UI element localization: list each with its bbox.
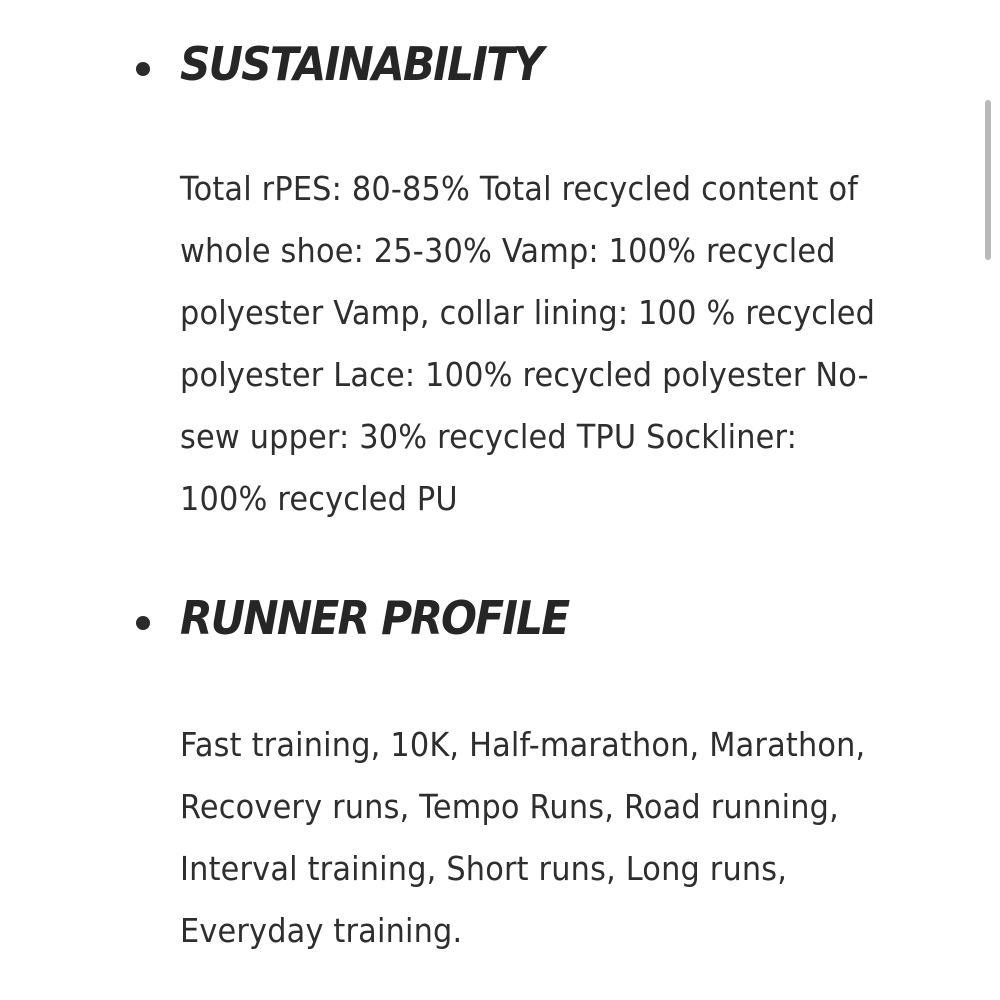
section-body xyxy=(180,714,866,962)
section-body xyxy=(180,158,876,530)
body-line: Recovery runs, Tempo Runs, Road running, xyxy=(180,787,839,826)
body-line: sew upper: 30% recycled TPU Sockliner: xyxy=(180,417,798,456)
body-line: Fast training, 10K, Half-marathon, Marathon, xyxy=(180,725,866,764)
section-heading: RUNNER PROFILE xyxy=(180,591,569,645)
bullet-icon xyxy=(136,616,150,630)
body-line: whole shoe: 25-30% Vamp: 100% recycled xyxy=(180,231,836,270)
scrollbar-thumb[interactable] xyxy=(985,100,991,260)
section-heading: SUSTAINABILITY xyxy=(180,37,543,91)
body-line: Everyday training. xyxy=(180,911,463,950)
bullet-icon xyxy=(136,62,150,76)
body-line: Interval training, Short runs, Long runs, xyxy=(180,849,788,888)
body-line: polyester Vamp, collar lining: 100 % recycled xyxy=(180,293,876,332)
body-line: Total rPES: 80-85% Total recycled content of xyxy=(180,169,859,208)
body-line: polyester Lace: 100% recycled polyester No- xyxy=(180,355,869,394)
body-line: 100% recycled PU xyxy=(180,479,458,518)
